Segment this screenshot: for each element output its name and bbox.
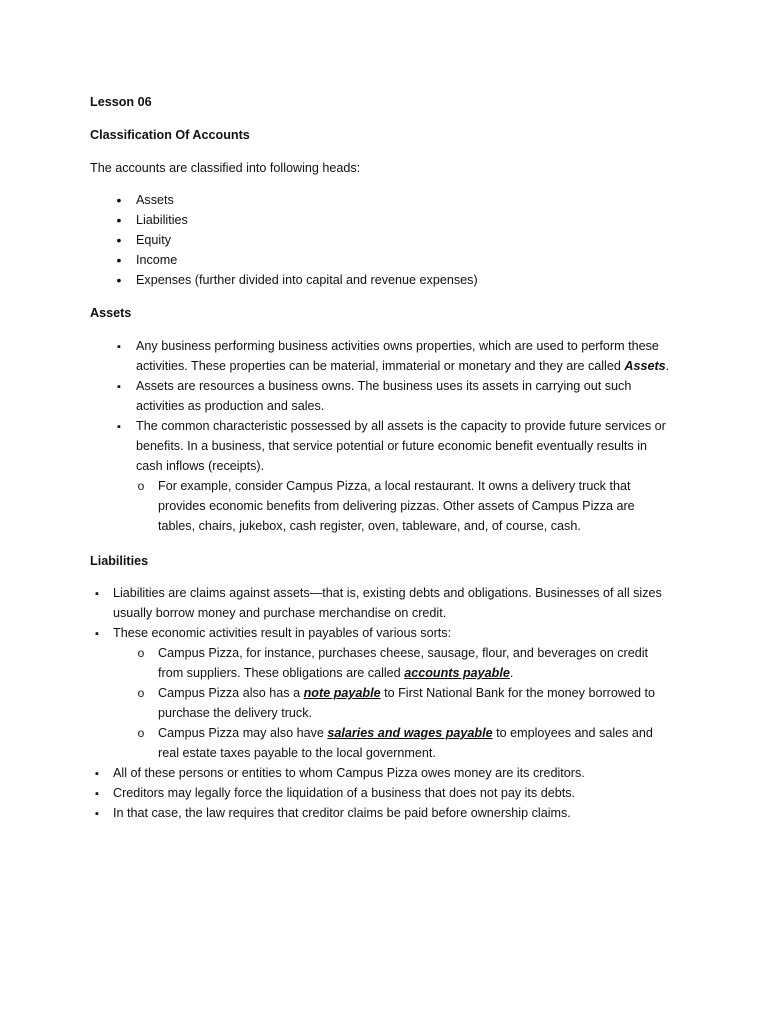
list-item [90, 803, 672, 823]
list-item-text: These economic activities result in payables of various sorts: [113, 626, 452, 640]
document-title: Classification Of Accounts [90, 128, 250, 142]
list-item [112, 210, 712, 230]
square-bullet-icon [90, 583, 104, 604]
list-item-text: Any business performing business activities owns properties, which are used to perform these activities. These properties can be material, immaterial or monetary and they are called [136, 339, 659, 373]
square-bullet-icon [112, 416, 126, 437]
list-item-text: Liabilities are claims against assets—that is, existing debts and obligations. Businesses of all sizes usually borrow money and purchase merchandise on credit. [113, 586, 662, 620]
list-item-text: Campus Pizza may also have [158, 726, 328, 740]
list-item-text: Assets are resources a business owns. The business uses its assets in carrying out such activities as production and sales. [136, 379, 632, 413]
assets-heading: Assets [90, 306, 132, 320]
sub-list-item [90, 723, 672, 763]
list-item-text: Campus Pizza also has a [158, 686, 304, 700]
bullet-icon [112, 210, 126, 231]
sub-list-item [90, 683, 672, 723]
square-bullet-icon [112, 376, 126, 397]
list-item-text: The common characteristic possessed by all assets is the capacity to provide future services or benefits. In a business, that service potential or future economic benefit eventually results in cash inflows (receipts). [136, 419, 666, 473]
liabilities-list [90, 583, 672, 823]
list-item-text: In that case, the law requires that creditor claims be paid before ownership claims. [113, 806, 571, 820]
circle-bullet-icon [134, 643, 148, 663]
square-bullet-icon [90, 623, 104, 644]
circle-bullet-icon [134, 476, 148, 496]
list-item-text: For example, consider Campus Pizza, a local restaurant. It owns a delivery truck that provides economic benefits from delivering pizzas. Other assets of Campus Pizza are tables, chairs, jukebox, cash register, oven, tableware, and, of course, cash. [158, 479, 635, 533]
square-bullet-icon [90, 763, 104, 784]
list-item [112, 190, 712, 210]
circle-bullet-icon [134, 683, 148, 703]
list-item [90, 763, 672, 783]
emphasis-term: Assets [624, 359, 666, 373]
emphasis-term: note payable [303, 686, 381, 700]
liabilities-heading: Liabilities [90, 554, 149, 568]
list-item-text: Liabilities [136, 213, 188, 227]
list-item [90, 783, 672, 803]
list-item [90, 623, 672, 643]
list-item [112, 230, 712, 250]
list-item [112, 270, 712, 290]
list-item-text: to First National Bank for the money borrowed to purchase the delivery truck. [158, 686, 655, 720]
bullet-icon [112, 230, 126, 251]
lesson-label: Lesson 06 [90, 95, 152, 109]
assets-list [112, 336, 672, 536]
square-bullet-icon [90, 803, 104, 824]
list-item [90, 583, 672, 623]
list-item-text: Campus Pizza, for instance, purchases cheese, sausage, flour, and beverages on credit from suppliers. These obligations are called [158, 646, 649, 680]
square-bullet-icon [112, 336, 126, 357]
list-item-text: Income [136, 253, 178, 267]
heads-list [112, 190, 712, 290]
circle-bullet-icon [134, 723, 148, 743]
sub-list-item [112, 476, 672, 536]
list-item [112, 376, 672, 416]
emphasis-term: accounts payable [404, 666, 510, 680]
list-item-text: . [665, 359, 670, 373]
list-item [112, 416, 672, 476]
sub-list-item [90, 643, 672, 683]
bullet-icon [112, 190, 126, 211]
intro-text: The accounts are classified into following heads: [90, 161, 361, 175]
bullet-icon [112, 250, 126, 271]
list-item [112, 336, 672, 376]
emphasis-term: salaries and wages payable [327, 726, 493, 740]
list-item-text: Assets [136, 193, 174, 207]
square-bullet-icon [90, 783, 104, 804]
list-item-text: . [509, 666, 514, 680]
list-item-text: Expenses (further divided into capital and revenue expenses) [136, 273, 478, 287]
list-item-text: to employees and sales and real estate taxes payable to the local government. [158, 726, 653, 760]
list-item [112, 250, 712, 270]
list-item-text: All of these persons or entities to whom Campus Pizza owes money are its creditors. [113, 766, 585, 780]
list-item-text: Equity [136, 233, 172, 247]
list-item-text: Creditors may legally force the liquidation of a business that does not pay its debts. [113, 786, 576, 800]
bullet-icon [112, 270, 126, 291]
